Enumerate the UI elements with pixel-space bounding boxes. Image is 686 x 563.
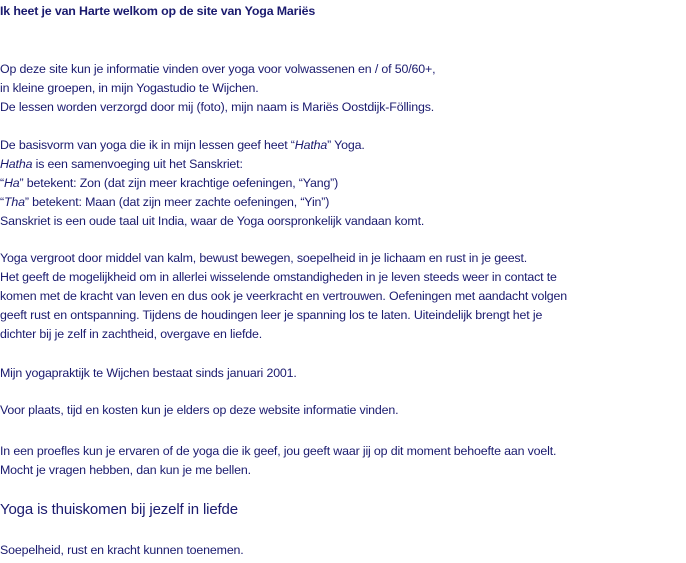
hatha-line: Hatha is een samenvoeging uit het Sanskriet: (0, 157, 243, 171)
info-line: Voor plaats, tijd en kosten kun je elders op deze website informatie vinden. (0, 403, 399, 417)
hatha-term: Hatha (294, 138, 328, 152)
benefits-line: geeft rust en ontspanning. Tijdens de houdingen leer je spanning los te laten. Uiteindelijk brengt het je (0, 308, 543, 322)
tagline: Yoga is thuiskomen bij jezelf in liefde (0, 501, 238, 518)
intro-line: in kleine groepen, in mijn Yogastudio te Wijchen. (0, 81, 259, 95)
intro-line: De lessen worden verzorgd door mij (foto), mijn naam is Mariës Oostdijk-Föllings. (0, 100, 435, 114)
page-title: Ik heet je van Harte welkom op de site van Yoga Mariës (0, 4, 316, 18)
trial-line: In een proefles kun je ervaren of de yoga die ik geef, jou geeft waar jij op dit moment behoefte aan voelt. (0, 444, 557, 458)
trial-line: Mocht je vragen hebben, dan kun je me bellen. (0, 463, 251, 477)
closing-paragraph (0, 541, 686, 560)
closing-line: Soepelheid, rust en kracht kunnen toenemen. (0, 543, 244, 557)
info-paragraph (0, 401, 686, 420)
intro-paragraph (0, 60, 686, 117)
since-line: Mijn yogapraktijk te Wijchen bestaat sinds januari 2001. (0, 366, 297, 380)
benefits-line: dichter bij je zelf in zachtheid, overgave en liefde. (0, 327, 263, 341)
tha-definition: “Tha” betekent: Maan (dat zijn meer zachte oefeningen, “Yin”) (0, 195, 330, 209)
trial-paragraph (0, 442, 686, 480)
hatha-term: Hatha (0, 157, 33, 171)
benefits-line: komen met de kracht van leven en dus ook je veerkracht en vertrouwen. Oefeningen met aandacht volgen (0, 289, 568, 303)
sanskrit-line: Sanskriet is een oude taal uit India, waar de Yoga oorspronkelijk vandaan komt. (0, 214, 425, 228)
ha-definition: “Ha” betekent: Zon (dat zijn meer krachtige oefeningen, “Yang”) (0, 176, 339, 190)
ha-term: Ha (3, 176, 20, 190)
benefits-line: Het geeft de mogelijkheid om in allerlei wisselende omstandigheden in je leven steeds weer in contact te (0, 270, 557, 284)
tha-term: Tha (3, 195, 25, 209)
since-paragraph (0, 364, 686, 383)
hatha-line: De basisvorm van yoga die ik in mijn lessen geef heet “Hatha” Yoga. (0, 138, 365, 152)
benefits-paragraph (0, 249, 686, 344)
benefits-line: Yoga vergroot door middel van kalm, bewust bewegen, soepelheid in je lichaam en rust in je geest. (0, 251, 528, 265)
hatha-paragraph (0, 136, 686, 231)
intro-line: Op deze site kun je informatie vinden over yoga voor volwassenen en / of 50/60+, (0, 62, 436, 76)
